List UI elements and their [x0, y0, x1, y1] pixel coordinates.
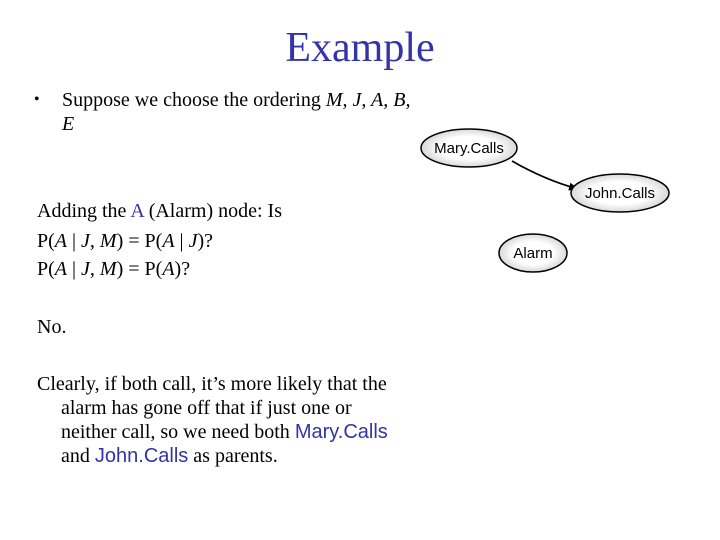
john-calls-ref: John.Calls — [94, 445, 189, 467]
answer-no: No. — [37, 316, 67, 338]
node-alarm — [499, 234, 567, 272]
node-john-calls — [571, 174, 669, 212]
eq1-equals: ) = P( — [116, 230, 163, 252]
bullet-prefix: Suppose we choose the ordering — [62, 89, 326, 111]
node-mary-calls — [421, 129, 517, 167]
eq2-end: )? — [174, 258, 191, 280]
eq1-var-a: A — [54, 230, 68, 252]
eq2-var-a: A — [54, 258, 68, 280]
slide-title: Example — [285, 25, 435, 71]
node-label-john-calls: John.Calls — [584, 185, 656, 202]
eq1-bar2: | — [174, 230, 189, 252]
eq1-bar: | — [67, 230, 82, 252]
eq1-comma: , — [89, 230, 100, 252]
node-label-mary-calls: Mary.Calls — [434, 140, 504, 157]
explanation-part2: as parents. — [188, 445, 278, 467]
eq2-bar: | — [67, 258, 82, 280]
eq1-var-j: J — [81, 230, 90, 252]
eq2-var-m: M — [99, 258, 117, 280]
mary-calls-ref: Mary.Calls — [294, 421, 388, 443]
node-label-alarm: Alarm — [513, 245, 553, 262]
eq2-var-a2: A — [162, 258, 175, 280]
eq1-var-j2: J — [188, 230, 198, 252]
eq1-end: )? — [197, 230, 213, 252]
edge-mary-to-john — [512, 161, 578, 189]
eq1-var-a2: A — [162, 230, 175, 252]
eq2-equals: ) = P( — [116, 258, 163, 280]
eq1-var-m: M — [99, 230, 117, 252]
alarm-letter: A — [130, 200, 144, 222]
adding-after: (Alarm) node: Is — [143, 200, 282, 222]
explanation-part1: Clearly, if both call, it’s more likely that the alarm has gone off that if just one or neither call, so we need both — [37, 373, 387, 443]
eq2-comma: , — [89, 258, 100, 280]
adding-before: Adding the — [37, 200, 131, 222]
bullet-marker: • — [34, 91, 40, 108]
eq1-p-open: P( — [37, 230, 55, 252]
eq2-p-open: P( — [37, 258, 55, 280]
explanation-and: and — [61, 445, 95, 467]
ordering-text: M, J, A, B, E — [62, 89, 411, 135]
eq2-var-j: J — [81, 258, 90, 280]
